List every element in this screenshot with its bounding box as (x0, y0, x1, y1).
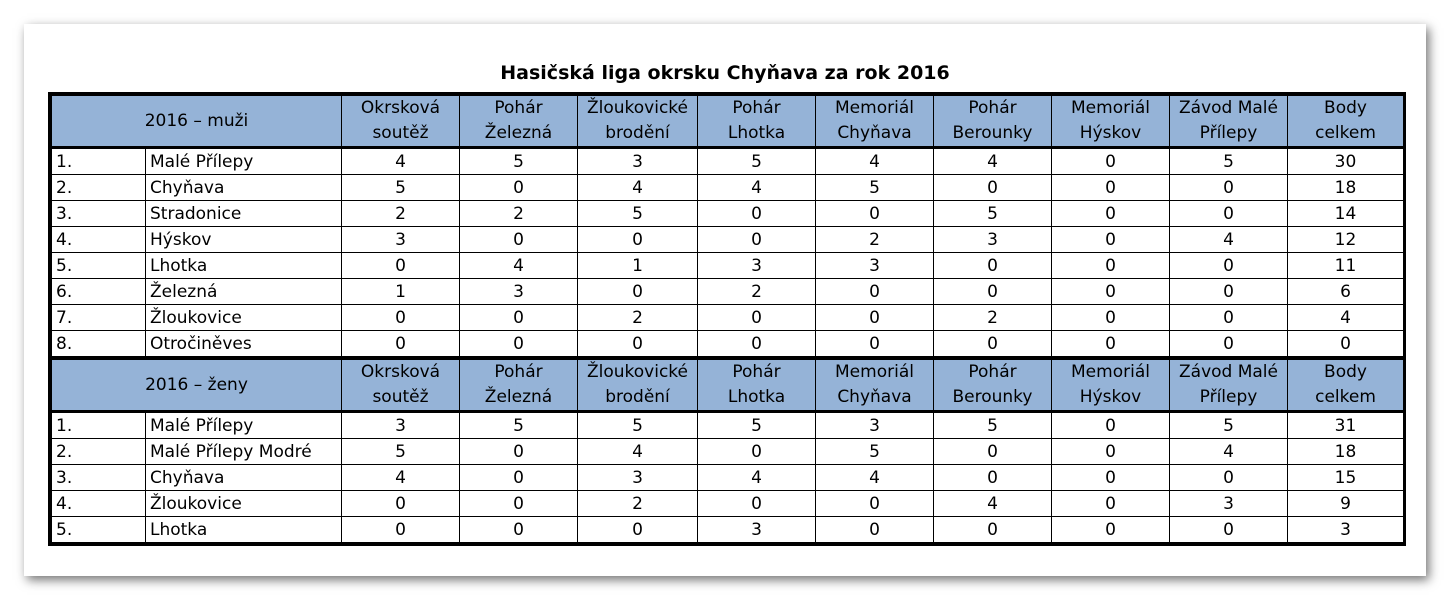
score-cell: 0 (698, 491, 816, 517)
score-cell: 3 (1170, 491, 1288, 517)
column-header-line: Pohár Lhotka (727, 362, 786, 407)
column-header-line: Železná (484, 123, 553, 143)
score-cell: 5 (934, 201, 1052, 227)
women-header-row (52, 358, 1404, 412)
column-header (816, 358, 934, 412)
score-cell: 0 (1170, 517, 1288, 543)
column-header-line: brodění (605, 123, 670, 143)
column-header (698, 358, 816, 412)
table-row (52, 491, 1404, 517)
score-cell: 2 (934, 305, 1052, 331)
column-header-line: Okrsková (360, 362, 441, 382)
table-row (52, 253, 1404, 279)
rank-cell: 3. (52, 201, 146, 227)
rank-cell: 2. (52, 439, 146, 465)
score-cell: 0 (342, 331, 460, 359)
total-points-cell: 11 (1288, 253, 1404, 279)
column-header-line: Pohár Lhotka (727, 98, 786, 143)
score-cell: 4 (578, 439, 698, 465)
column-header (1288, 358, 1404, 412)
table-row (52, 331, 1404, 359)
score-cell: 5 (578, 201, 698, 227)
team-name-cell: Lhotka (146, 253, 342, 279)
score-cell: 0 (578, 331, 698, 359)
score-cell: 0 (816, 517, 934, 543)
total-points-cell: 0 (1288, 331, 1404, 359)
score-cell: 0 (460, 227, 578, 253)
column-header (698, 96, 816, 148)
team-name-cell: Žloukovice (146, 305, 342, 331)
league-table-frame (48, 92, 1406, 546)
score-cell: 4 (1170, 439, 1288, 465)
rank-cell: 2. (52, 175, 146, 201)
column-header (342, 96, 460, 148)
score-cell: 0 (698, 439, 816, 465)
score-cell: 4 (460, 253, 578, 279)
column-header-line: Chyňava (837, 123, 912, 143)
total-points-cell: 18 (1288, 175, 1404, 201)
rank-cell: 1. (52, 148, 146, 175)
total-points-cell: 30 (1288, 148, 1404, 175)
score-cell: 4 (698, 175, 816, 201)
team-name-cell: Malé Přílepy Modré (146, 439, 342, 465)
table-row (52, 279, 1404, 305)
score-cell: 0 (578, 227, 698, 253)
score-cell: 0 (934, 465, 1052, 491)
score-cell: 3 (460, 279, 578, 305)
column-header-line: Okrsková (360, 98, 441, 118)
column-header-line: Závod Malé (1179, 98, 1278, 118)
column-header-line: soutěž (372, 123, 429, 143)
team-name-cell: Železná (146, 279, 342, 305)
score-cell: 0 (1170, 253, 1288, 279)
total-points-cell: 15 (1288, 465, 1404, 491)
column-header-line: Pohár (968, 362, 1017, 382)
column-header (1288, 96, 1404, 148)
score-cell: 0 (1052, 491, 1170, 517)
column-header-line: Pohár (968, 98, 1017, 118)
column-header-line: Závod Malé (1179, 362, 1278, 382)
score-cell: 0 (816, 201, 934, 227)
total-points-cell: 4 (1288, 305, 1404, 331)
column-header (1170, 358, 1288, 412)
score-cell: 0 (934, 253, 1052, 279)
document-title: Hasičská liga okrsku Chyňava za rok 2016 (500, 62, 950, 84)
score-cell: 3 (578, 148, 698, 175)
document-sheet (24, 24, 1426, 576)
score-cell: 5 (460, 148, 578, 175)
score-cell: 5 (698, 148, 816, 175)
column-header-line: Berounky (952, 387, 1033, 407)
score-cell: 3 (698, 253, 816, 279)
men-header-row (52, 96, 1404, 148)
column-header-line: Hýskov (1079, 387, 1142, 407)
score-cell: 0 (934, 331, 1052, 359)
column-header (934, 96, 1052, 148)
score-cell: 0 (1170, 465, 1288, 491)
column-header (1170, 96, 1288, 148)
score-cell: 0 (1052, 439, 1170, 465)
score-cell: 2 (342, 201, 460, 227)
column-header-line: brodění (605, 387, 670, 407)
team-name-cell: Žloukovice (146, 491, 342, 517)
score-cell: 5 (816, 439, 934, 465)
column-header (342, 358, 460, 412)
column-header (460, 96, 578, 148)
score-cell: 0 (460, 465, 578, 491)
score-cell: 0 (1052, 175, 1170, 201)
score-cell: 4 (342, 148, 460, 175)
rank-cell: 6. (52, 279, 146, 305)
team-name-cell: Chyňava (146, 175, 342, 201)
score-cell: 5 (698, 412, 816, 439)
table-row (52, 201, 1404, 227)
score-cell: 0 (1052, 465, 1170, 491)
score-cell: 0 (1052, 331, 1170, 359)
column-header (1052, 96, 1170, 148)
team-name-cell: Chyňava (146, 465, 342, 491)
score-cell: 0 (460, 331, 578, 359)
score-cell: 0 (1170, 175, 1288, 201)
column-header-line: Přílepy (1199, 387, 1258, 407)
team-name-cell: Hýskov (146, 227, 342, 253)
table-row (52, 412, 1404, 439)
rank-cell: 3. (52, 465, 146, 491)
column-header-line: Přílepy (1199, 123, 1258, 143)
table-row (52, 517, 1404, 543)
team-name-cell: Lhotka (146, 517, 342, 543)
total-points-cell: 18 (1288, 439, 1404, 465)
total-points-cell: 6 (1288, 279, 1404, 305)
score-cell: 0 (1052, 305, 1170, 331)
score-cell: 0 (1052, 279, 1170, 305)
column-header-line: Pohár (494, 98, 543, 118)
score-cell: 0 (934, 439, 1052, 465)
column-header (816, 96, 934, 148)
rank-cell: 4. (52, 491, 146, 517)
score-cell: 0 (698, 331, 816, 359)
table-row (52, 175, 1404, 201)
column-header-line: Memoriál (1071, 98, 1150, 118)
score-cell: 0 (1052, 148, 1170, 175)
score-cell: 4 (816, 465, 934, 491)
column-header-line: Memoriál (1071, 362, 1150, 382)
score-cell: 3 (816, 253, 934, 279)
rank-cell: 5. (52, 253, 146, 279)
column-header-line: Železná (484, 387, 553, 407)
score-cell: 2 (578, 305, 698, 331)
score-cell: 2 (698, 279, 816, 305)
score-cell: 0 (816, 331, 934, 359)
column-header-line: Body celkem (1315, 362, 1376, 407)
score-cell: 0 (698, 305, 816, 331)
score-cell: 5 (342, 175, 460, 201)
score-cell: 2 (816, 227, 934, 253)
column-header-line: Žloukovické (586, 362, 688, 382)
score-cell: 0 (1170, 331, 1288, 359)
column-header-line: Berounky (952, 123, 1033, 143)
rank-cell: 4. (52, 227, 146, 253)
score-cell: 0 (1170, 305, 1288, 331)
score-cell: 3 (578, 465, 698, 491)
score-cell: 2 (578, 491, 698, 517)
women-section-label: 2016 – ženy (52, 358, 342, 412)
score-cell: 0 (460, 305, 578, 331)
score-cell: 0 (1052, 412, 1170, 439)
column-header-line: Pohár (494, 362, 543, 382)
score-cell: 0 (1052, 253, 1170, 279)
score-cell: 0 (460, 491, 578, 517)
league-table-body (52, 96, 1404, 543)
score-cell: 0 (1170, 279, 1288, 305)
column-header (934, 358, 1052, 412)
score-cell: 5 (342, 439, 460, 465)
table-row (52, 227, 1404, 253)
column-header (460, 358, 578, 412)
rank-cell: 7. (52, 305, 146, 331)
total-points-cell: 14 (1288, 201, 1404, 227)
men-section-label: 2016 – muži (52, 96, 342, 148)
score-cell: 0 (816, 305, 934, 331)
score-cell: 0 (342, 517, 460, 543)
total-points-cell: 12 (1288, 227, 1404, 253)
column-header-line: Memoriál (835, 362, 914, 382)
score-cell: 2 (460, 201, 578, 227)
score-cell: 0 (460, 517, 578, 543)
score-cell: 1 (578, 253, 698, 279)
score-cell: 4 (578, 175, 698, 201)
score-cell: 0 (934, 517, 1052, 543)
column-header (578, 358, 698, 412)
team-name-cell: Otročiněves (146, 331, 342, 359)
score-cell: 0 (460, 175, 578, 201)
column-header (1052, 358, 1170, 412)
score-cell: 0 (934, 279, 1052, 305)
column-header-line: Žloukovické (586, 98, 688, 118)
score-cell: 0 (816, 279, 934, 305)
score-cell: 4 (816, 148, 934, 175)
total-points-cell: 9 (1288, 491, 1404, 517)
score-cell: 3 (342, 227, 460, 253)
score-cell: 5 (934, 412, 1052, 439)
column-header-line: Memoriál (835, 98, 914, 118)
rank-cell: 8. (52, 331, 146, 359)
score-cell: 5 (578, 412, 698, 439)
score-cell: 4 (342, 465, 460, 491)
score-cell: 5 (460, 412, 578, 439)
league-table (51, 95, 1404, 543)
score-cell: 4 (934, 491, 1052, 517)
score-cell: 0 (578, 517, 698, 543)
total-points-cell: 3 (1288, 517, 1404, 543)
score-cell: 0 (578, 279, 698, 305)
score-cell: 5 (1170, 148, 1288, 175)
score-cell: 0 (934, 175, 1052, 201)
rank-cell: 1. (52, 412, 146, 439)
table-row (52, 439, 1404, 465)
score-cell: 0 (342, 491, 460, 517)
score-cell: 4 (1170, 227, 1288, 253)
score-cell: 0 (698, 201, 816, 227)
table-row (52, 305, 1404, 331)
score-cell: 0 (1052, 201, 1170, 227)
team-name-cell: Stradonice (146, 201, 342, 227)
table-row (52, 148, 1404, 175)
column-header-line: soutěž (372, 387, 429, 407)
score-cell: 0 (698, 227, 816, 253)
total-points-cell: 31 (1288, 412, 1404, 439)
table-row (52, 465, 1404, 491)
score-cell: 3 (342, 412, 460, 439)
score-cell: 0 (1052, 517, 1170, 543)
score-cell: 4 (698, 465, 816, 491)
rank-cell: 5. (52, 517, 146, 543)
team-name-cell: Malé Přílepy (146, 412, 342, 439)
score-cell: 1 (342, 279, 460, 305)
column-header-line: Chyňava (837, 387, 912, 407)
score-cell: 0 (816, 491, 934, 517)
score-cell: 5 (1170, 412, 1288, 439)
team-name-cell: Malé Přílepy (146, 148, 342, 175)
column-header (578, 96, 698, 148)
score-cell: 0 (460, 439, 578, 465)
score-cell: 0 (1052, 227, 1170, 253)
score-cell: 4 (934, 148, 1052, 175)
score-cell: 3 (698, 517, 816, 543)
score-cell: 5 (816, 175, 934, 201)
column-header-line: Body celkem (1315, 98, 1376, 143)
score-cell: 0 (342, 253, 460, 279)
score-cell: 3 (816, 412, 934, 439)
score-cell: 0 (1170, 201, 1288, 227)
column-header-line: Hýskov (1079, 123, 1142, 143)
score-cell: 3 (934, 227, 1052, 253)
score-cell: 0 (342, 305, 460, 331)
